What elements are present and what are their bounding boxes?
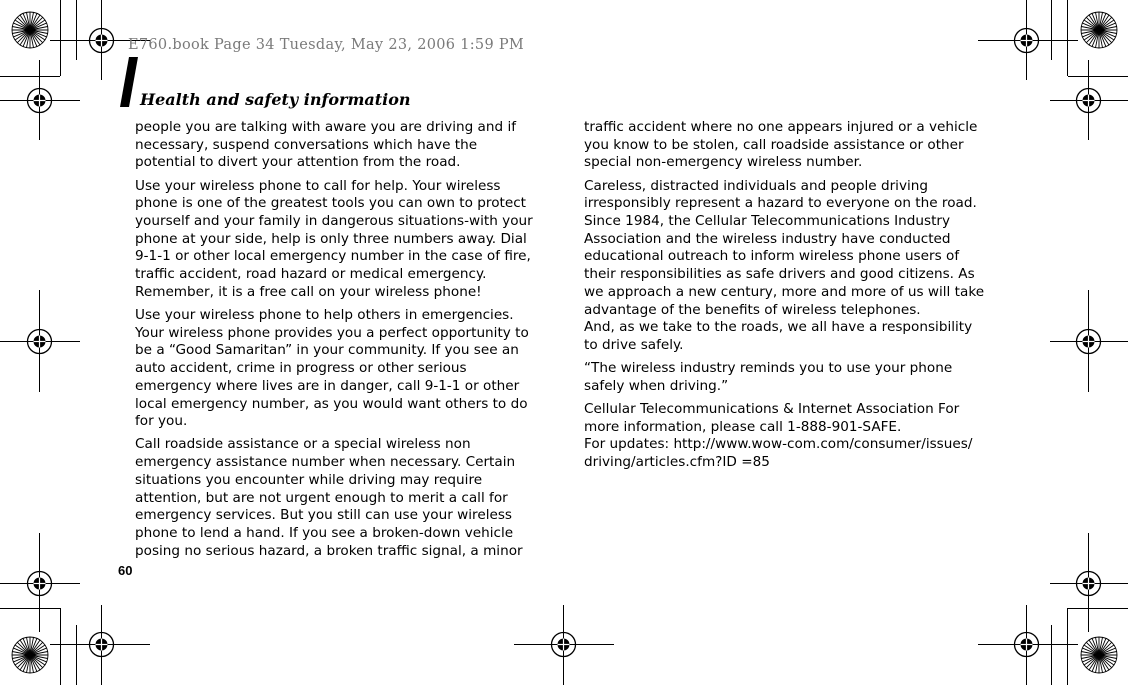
text-line: emergency services. But you still can use your wireless <box>135 507 513 524</box>
page-number: 60 <box>118 563 133 578</box>
text-line: you know to be stolen, call roadside assistance or other <box>584 136 964 153</box>
text-line: people you are talking with aware you are driving and if <box>135 119 517 135</box>
text-line: auto accident, crime in progress or other serious <box>135 360 467 377</box>
text-line: Call roadside assistance or a special wireless non <box>135 436 471 453</box>
text-line: phone to lend a hand. If you see a broken-down vehicle <box>135 524 514 541</box>
text-line: we approach a new century, more and more of us will take <box>584 283 985 300</box>
text-line: advantage of the benefits of wireless telephones. <box>584 301 921 318</box>
text-line: potential to divert your attention from the road. <box>135 154 461 171</box>
text-line: Use your wireless phone to help others in emergencies. <box>135 307 514 324</box>
text-line: phone at your side, help is only three numbers away. Dial <box>135 230 527 247</box>
text-line: Since 1984, the Cellular Telecommunications Industry <box>584 213 951 230</box>
text-line: safely when driving.” <box>584 377 729 394</box>
book-info-header: E760.book Page 34 Tuesday, May 23, 2006 1:59 PM <box>128 37 525 53</box>
text-line: emergency where lives are in danger, call 9-1-1 or other <box>135 377 520 394</box>
text-line: more information, please call 1-888-901-SAFE. <box>584 418 902 435</box>
paragraph <box>584 360 996 395</box>
text-line: phone is one of the greatest tools you can own to protect <box>135 195 527 212</box>
paragraph <box>584 401 996 472</box>
paragraph <box>135 178 545 302</box>
text-line: 9-1-1 or other local emergency number in the case of fire, <box>135 248 531 265</box>
text-line: for you. <box>135 413 188 430</box>
paragraph <box>135 307 545 431</box>
text-line: educational outreach to inform wireless phone users of <box>584 248 960 265</box>
section-bar-icon <box>120 57 140 107</box>
text-line: their responsibilities as safe drivers and good citizens. As <box>584 266 975 283</box>
text-line: be a “Good Samaritan” in your community. If you see an <box>135 342 519 359</box>
text-line: attention, but are not urgent enough to merit a call for <box>135 489 508 506</box>
text-line: traffic accident, road hazard or medical emergency. <box>135 266 487 283</box>
left-column <box>135 119 545 566</box>
text-line: local emergency number, as you would want others to do <box>135 395 528 412</box>
paragraph <box>135 119 545 172</box>
text-line: necessary, suspend conversations which have the <box>135 136 478 153</box>
text-line: And, as we take to the roads, we all have a responsibility <box>584 319 973 336</box>
text-line: “The wireless industry reminds you to use your phone <box>584 360 953 377</box>
star-target-mark <box>1081 637 1117 673</box>
star-target-mark <box>12 12 48 48</box>
text-line: yourself and your family in dangerous situations-with your <box>135 213 533 230</box>
text-line: Association and the wireless industry have conducted <box>584 230 951 247</box>
text-line: Your wireless phone provides you a perfect opportunity to <box>135 324 529 341</box>
text-line: traffic accident where no one appears injured or a vehicle <box>584 119 978 135</box>
text-line: Use your wireless phone to call for help. Your wireless <box>135 177 501 194</box>
text-line: emergency assistance number when necessary. Certain <box>135 454 516 471</box>
text-line: driving/articles.cfm?ID =85 <box>584 454 770 471</box>
text-line: to drive safely. <box>584 336 684 353</box>
section-title: Health and safety information <box>140 90 411 109</box>
text-line: Cellular Telecommunications & Internet Association For <box>584 401 960 418</box>
paragraph <box>135 436 545 560</box>
paragraph <box>584 119 996 172</box>
right-column <box>584 119 996 477</box>
star-target-mark <box>1081 12 1117 48</box>
text-line: For updates: http://www.wow-com.com/consumer/issues/ <box>584 436 973 453</box>
text-line: situations you encounter while driving may require <box>135 471 483 488</box>
text-line: Remember, it is a free call on your wireless phone! <box>135 283 482 300</box>
text-line: irresponsibly represent a hazard to everyone on the road. <box>584 195 977 212</box>
text-line: posing no serious hazard, a broken traffic signal, a minor <box>135 542 523 559</box>
paragraph <box>584 178 996 355</box>
star-target-mark <box>12 637 48 673</box>
text-line: Careless, distracted individuals and people driving <box>584 177 929 194</box>
text-line: special non-emergency wireless number. <box>584 154 863 171</box>
